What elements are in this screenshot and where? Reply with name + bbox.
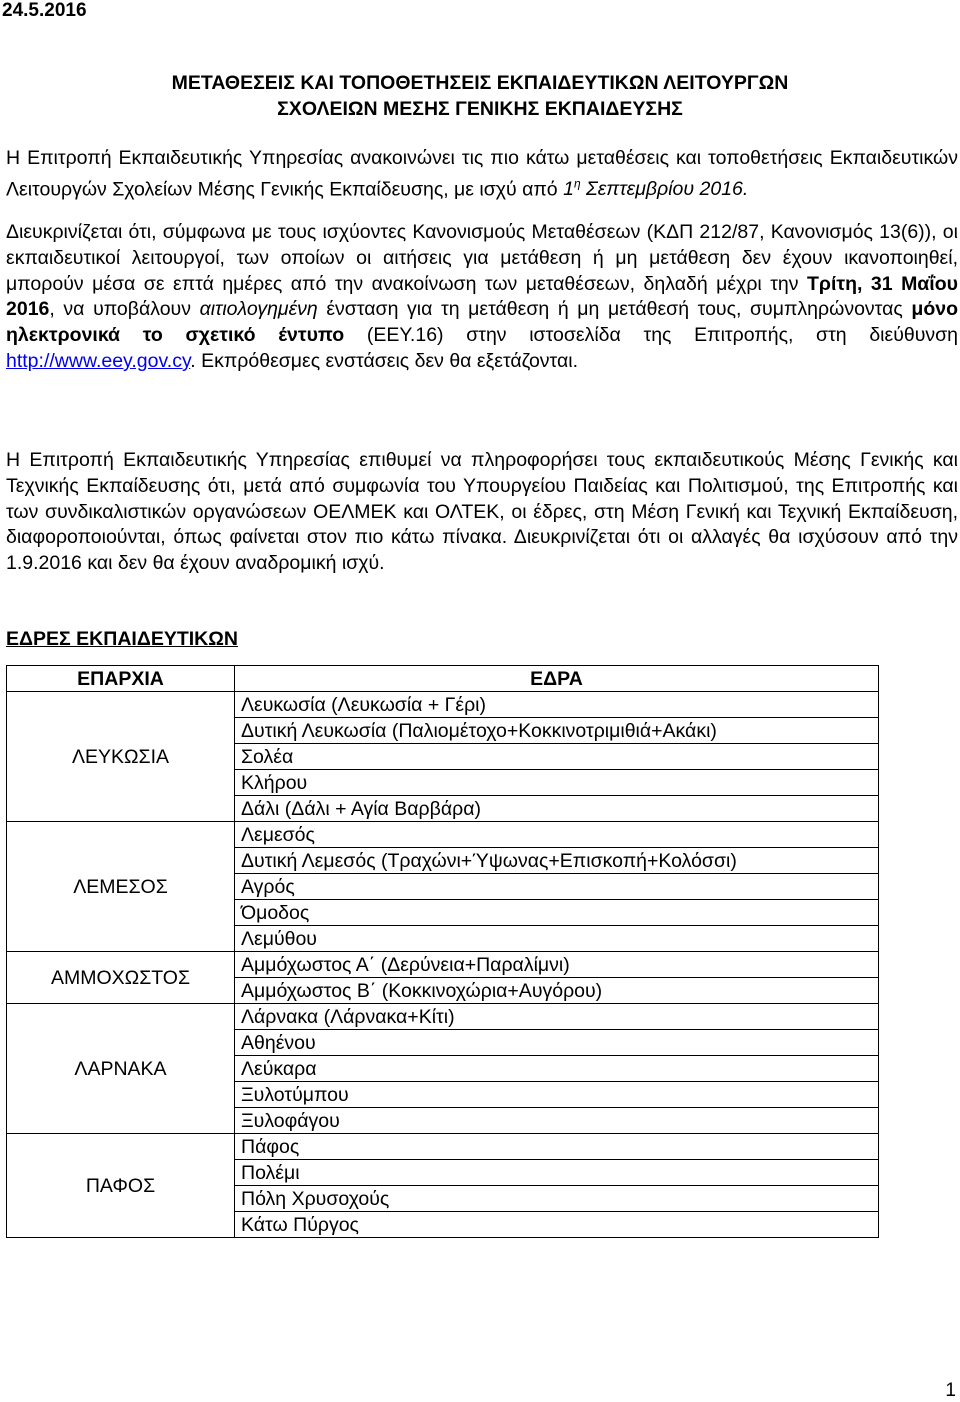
objection-paragraph: Διευκρινίζεται ότι, σύμφωνα με τους ισχύοντες Κανονισμούς Μεταθέσεων (ΚΔΠ 212/87, Κανονισμός 13(6)), οι εκπαιδευτικοί λειτουργοί, των οποίων οι αιτήσεις για μετάθεση ή μη μετάθεση δεν έχουν ικανοποιηθεί, μπορούν μέσα σε επτά ημέρες από την ανακοίνωση των μεταθέσεων, δηλαδή μέχρι την Τρίτη, 31 Μαΐου 2016, να υποβάλουν αιτιολογημένη ένσταση για τη μετάθεση ή μη μετάθεσή τους, συμπληρώνοντας μόνο ηλεκτρονικά το σχετικό έντυπο (ΕΕΥ.16) στην ιστοσελίδα της Επιτροπής, στη διεύθυνση http://www.eey.gov.cy. Εκπρόθεσμες ενστάσεις δεν θα εξετάζονται. [6,221,959,372]
seat-cell: Αμμόχωστος Β΄ (Κοκκινοχώρια+Αυγόρου) [235,978,879,1004]
province-cell: ΠΑΦΟΣ [7,1134,235,1238]
table-header-row [7,666,879,692]
seat-cell: Αγρός [235,874,879,900]
table-row [7,1134,879,1160]
seat-cell: Ξυλοφάγου [235,1108,879,1134]
seat-cell: Λεμεσός [235,822,879,848]
title-line-1: ΜΕΤΑΘΕΣΕΙΣ ΚΑΙ ΤΟΠΟΘΕΤΗΣΕΙΣ ΕΚΠΑΙΔΕΥΤΙΚΩΝ ΛΕΙΤΟΥΡΓΩΝ [171,72,789,94]
province-cell: ΛΕΥΚΩΣΙΑ [7,692,235,822]
header-province: ΕΠΑΡΧΙΑ [7,666,235,692]
seat-cell: Όμοδος [235,900,879,926]
seat-cell: Δάλι (Δάλι + Αγία Βαρβάρα) [235,796,879,822]
seat-cell: Πάφος [235,1134,879,1160]
title-line-2: ΣΧΟΛΕΙΩΝ ΜΕΣΗΣ ΓΕΝΙΚΗΣ ΕΚΠΑΙΔΕΥΣΗΣ [277,98,683,120]
seat-cell: Αμμόχωστος Α΄ (Δερύνεια+Παραλίμνι) [235,952,879,978]
province-cell: ΛΕΜΕΣΟΣ [7,822,235,952]
seat-cell: Κάτω Πύργος [235,1212,879,1238]
seat-cell: Δυτική Λευκωσία (Παλιομέτοχο+Κοκκινοτριμιθιά+Ακάκι) [235,718,879,744]
seat-cell: Δυτική Λεμεσός (Τραχώνι+Ύψωνας+Επισκοπή+Κολόσσι) [235,848,879,874]
effective-date: $1^\eta$ Σεπτεμβρίου 2016. [563,176,749,201]
deadline-date: Τρίτη, 31 Μαΐου 2016 [6,272,958,321]
seats-table [6,665,879,1238]
seats-info-paragraph: Η Επιτροπή Εκπαιδευτικής Υπηρεσίας επιθυμεί να πληροφορήσει τους εκπαιδευτικούς Μέσης Γενικής και Τεχνικής Εκπαίδευσης ότι, μετά από συμφωνία του Υπουργείου Παιδείας και Πολιτισμού, της Επιτροπής και των συνδικαλιστικών οργανώσεων ΟΕΛΜΕΚ και ΟΛΤΕΚ, οι έδρες, στη Μέση Γενική και Τεχνική Εκπαίδευση, διαφοροποιούνται, όπως φαίνεται στον πιο κάτω πίνακα. Διευκρινίζεται ότι οι αλλαγές θα ισχύσουν από την 1.9.2016 και δεν θα έχουν αναδρομική ισχύ. [6,449,958,575]
seat-cell: Λεύκαρα [235,1056,879,1082]
seat-cell: Λεμύθου [235,926,879,952]
table-row [7,952,879,978]
header-seat: ΕΔΡΑ [235,666,879,692]
seat-cell: Λευκωσία (Λευκωσία + Γέρι) [235,692,879,718]
effective-note: Διευκρινίζεται ότι οι αλλαγές θα ισχύσουν από την 1.9.2016 και δεν θα έχουν αναδρομική ισχύ. [6,526,958,575]
province-cell: ΛΑΡΝΑΚΑ [7,1004,235,1134]
document-title [0,70,960,122]
seat-cell: Αθηένου [235,1030,879,1056]
table-row [7,1004,879,1030]
seat-cell: Πολέμι [235,1160,879,1186]
seat-cell: Σολέα [235,744,879,770]
page-number: 1 [945,1380,956,1401]
announcement-text: Η Επιτροπή Εκπαιδευτικής Υπηρεσίας ανακοινώνει τις πιο κάτω μεταθέσεις και τοποθετήσεις Εκπαιδευτικών Λειτουργών Σχολείων Μέσης Γενικής Εκπαίδευσης, με ισχύ από [6,147,958,201]
announcement-paragraph [6,146,958,203]
seat-cell: Λάρνακα (Λάρνακα+Κίτι) [235,1004,879,1030]
seat-cell: Ξυλοτύμπου [235,1082,879,1108]
eey-website-link[interactable]: http://www.eey.gov.cy [6,349,191,372]
document-date: 24.5.2016 [2,0,87,21]
electronic-only-emphasis: μόνο ηλεκτρονικά το σχετικό έντυπο [6,298,958,347]
table-row [7,822,879,848]
seat-cell: Κλήρου [235,770,879,796]
table-row [7,692,879,718]
seat-cell: Πόλη Χρυσοχούς [235,1186,879,1212]
reasoned-emphasis: αιτιολογημένη [199,298,318,321]
seats-heading: ΕΔΡΕΣ ΕΚΠΑΙΔΕΥΤΙΚΩΝ [6,628,238,650]
province-cell: ΑΜΜΟΧΩΣΤΟΣ [7,952,235,1004]
